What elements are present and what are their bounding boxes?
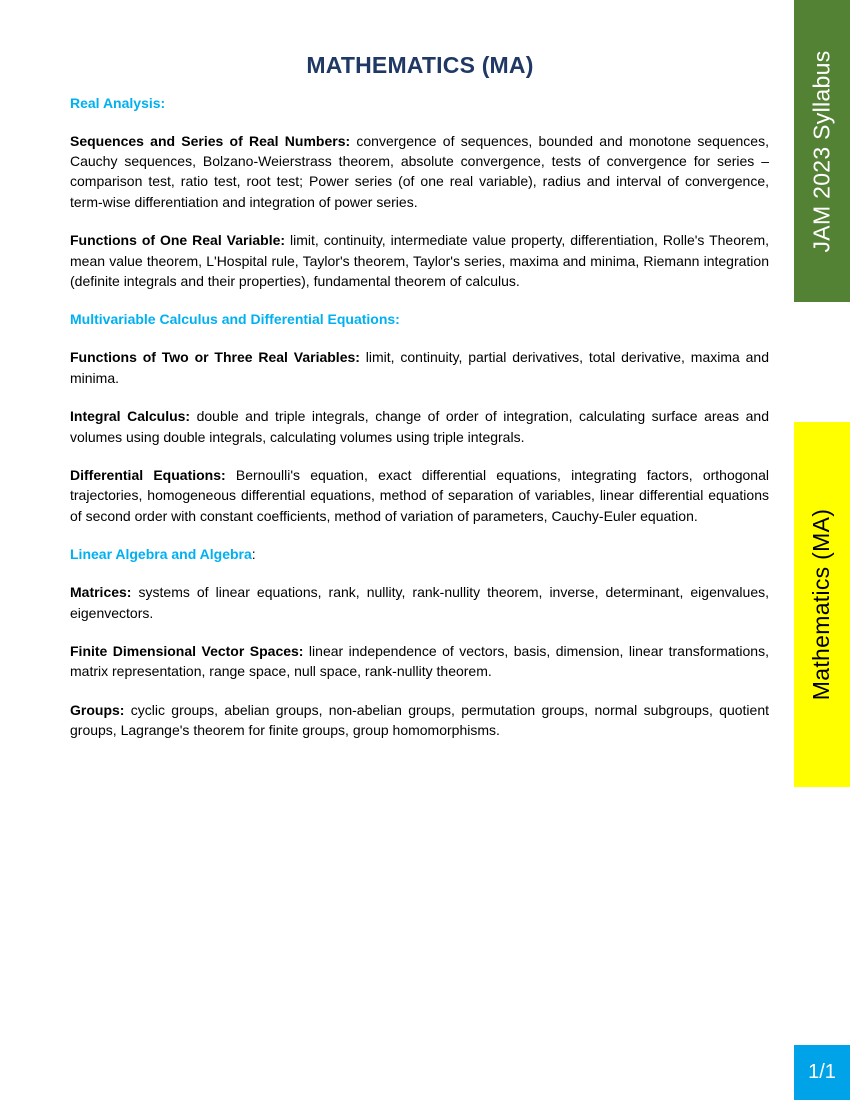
topic-functions-one-variable bbox=[70, 230, 769, 291]
syllabus-tab-label: JAM 2023 Syllabus bbox=[808, 50, 835, 252]
topic-label: Matrices: bbox=[70, 584, 132, 601]
topic-functions-two-three-variables bbox=[70, 347, 769, 387]
section-heading-label: Real Analysis: bbox=[70, 95, 166, 111]
topic-text: limit, continuity, partial derivatives, total derivative, maxima and minima. bbox=[70, 349, 769, 386]
topic-label: Functions of Two or Three Real Variables: bbox=[70, 349, 360, 366]
topic-text: convergence of sequences, bounded and monotone sequences, Cauchy sequences, Bolzano-Weierstrass theorem, absolute convergence, tests of convergence for series – comparison test, ratio test, root test; Power series (of one real variable), radius and interval of convergence, term-wise differentiation and integration of power series. bbox=[70, 133, 769, 210]
topic-label: Differential Equations: bbox=[70, 467, 226, 484]
topic-text: limit, continuity, intermediate value property, differentiation, Rolle's Theorem, mean value theorem, L'Hospital rule, Taylor's theorem, Taylor's series, maxima and minima, Riemann integration (definite integrals and their properties), fundamental theorem of calculus. bbox=[70, 232, 770, 289]
subject-tab-label: Mathematics (MA) bbox=[808, 508, 835, 701]
syllabus-side-tab bbox=[794, 0, 850, 302]
topic-label: Groups: bbox=[70, 702, 125, 719]
topic-groups bbox=[70, 700, 769, 740]
page-title: MATHEMATICS (MA) bbox=[306, 52, 534, 78]
topic-text: double and triple integrals, change of order of integration, calculating surface areas and volumes using double integrals, calculating volumes using triple integrals. bbox=[70, 408, 769, 445]
section-heading-label: Multivariable Calculus and Differential Equations: bbox=[70, 311, 400, 328]
section-heading-label: Linear Algebra and Algebra bbox=[70, 546, 252, 563]
topic-integral-calculus bbox=[70, 406, 769, 446]
topic-vector-spaces bbox=[70, 641, 769, 681]
topic-matrices bbox=[70, 582, 769, 622]
section-heading-colon: : bbox=[251, 546, 256, 563]
section-heading-multivariable-calculus bbox=[70, 309, 769, 329]
topic-text: systems of linear equations, rank, nullity, rank-nullity theorem, inverse, determinant, eigenvalues, eigenvectors. bbox=[70, 584, 769, 621]
syllabus-content bbox=[70, 93, 769, 759]
topic-label: Sequences and Series of Real Numbers: bbox=[70, 133, 351, 149]
page-number-label: 1/1 bbox=[808, 1061, 836, 1083]
topic-text: linear independence of vectors, basis, dimension, linear transformations, matrix representation, range space, null space, rank-nullity theorem. bbox=[70, 643, 769, 680]
section-heading-linear-algebra bbox=[70, 544, 769, 564]
section-heading-real-analysis bbox=[70, 93, 769, 113]
topic-label: Functions of One Real Variable: bbox=[70, 232, 286, 249]
topic-sequences-and-series bbox=[70, 131, 769, 212]
page-number-badge bbox=[794, 1045, 850, 1100]
topic-text: cyclic groups, abelian groups, non-abelian groups, permutation groups, normal subgroups, quotient groups, Lagrange's theorem for finite groups, group homomorphisms. bbox=[70, 702, 769, 739]
topic-label: Integral Calculus: bbox=[70, 408, 191, 425]
topic-differential-equations bbox=[70, 465, 769, 526]
subject-side-tab bbox=[794, 422, 850, 787]
topic-text: Bernoulli's equation, exact differential equations, integrating factors, orthogonal trajectories, homogeneous differential equations, method of separation of variables, linear differential equations of second order with constant coefficients, method of variation of parameters, Cauchy-Euler equation. bbox=[70, 467, 769, 524]
topic-label: Finite Dimensional Vector Spaces: bbox=[70, 643, 304, 660]
